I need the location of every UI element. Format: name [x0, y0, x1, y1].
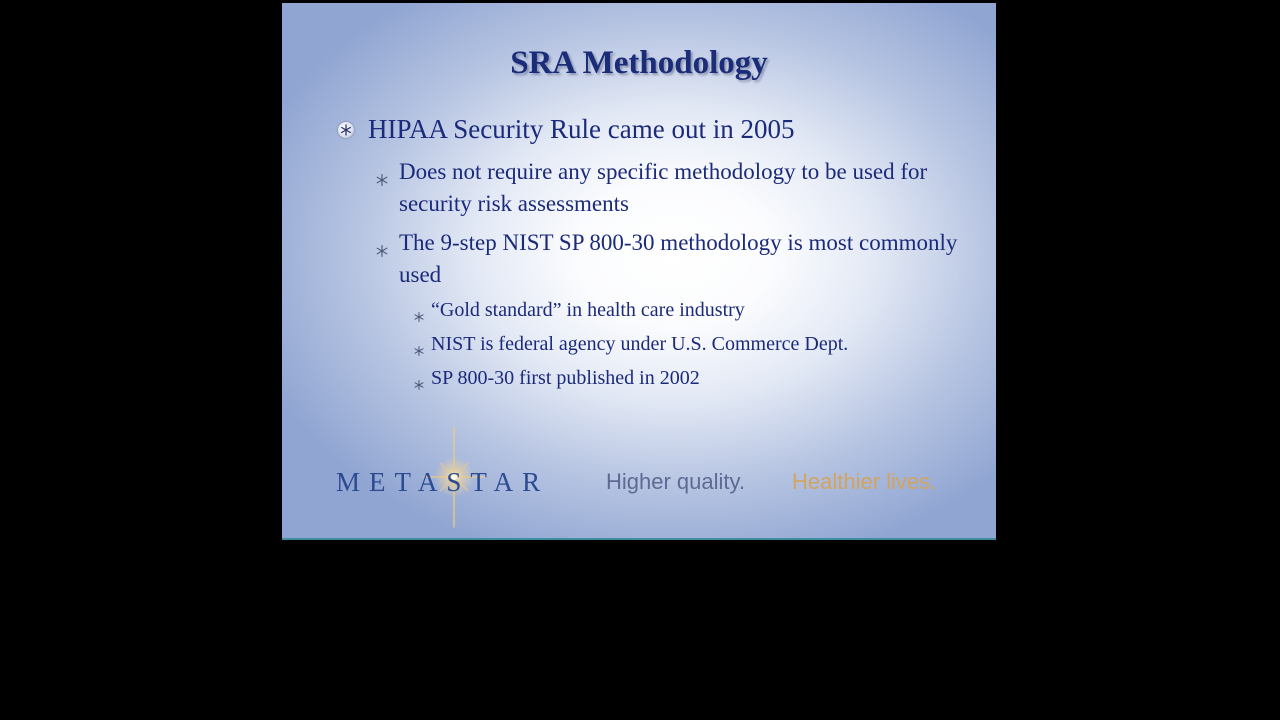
bullet-level-1 — [368, 113, 968, 145]
bullet-text: “Gold standard” in health care industry — [431, 299, 745, 321]
tagline-lives: Healthier lives. — [792, 469, 937, 494]
slide-footer — [282, 433, 996, 538]
bullet-text: The 9-step NIST SP 800-30 methodology is most commonly used — [399, 230, 958, 287]
company-logo: METASTAR — [336, 467, 550, 497]
slide-title: SRA Methodology — [510, 45, 768, 81]
tagline-quality: Higher quality. — [606, 469, 745, 494]
bullet-level-2 — [399, 156, 959, 220]
bullet-text: SP 800-30 first published in 2002 — [431, 367, 700, 389]
bullet-level-3 — [431, 331, 971, 357]
asterisk-icon — [338, 122, 354, 138]
asterisk-icon — [413, 372, 425, 384]
asterisk-icon — [413, 338, 425, 350]
bullet-text: NIST is federal agency under U.S. Commerce Dept. — [431, 333, 849, 355]
presentation-slide — [282, 3, 996, 540]
bullet-level-2 — [399, 227, 959, 291]
bullet-list — [282, 3, 996, 423]
asterisk-icon — [413, 304, 425, 316]
asterisk-icon — [375, 164, 389, 178]
bullet-text: HIPAA Security Rule came out in 2005 — [368, 114, 795, 144]
bullet-level-3 — [431, 365, 971, 391]
asterisk-icon — [375, 235, 389, 249]
bullet-level-3 — [431, 297, 971, 323]
bullet-text: Does not require any specific methodology to be used for security risk assessments — [399, 159, 928, 216]
